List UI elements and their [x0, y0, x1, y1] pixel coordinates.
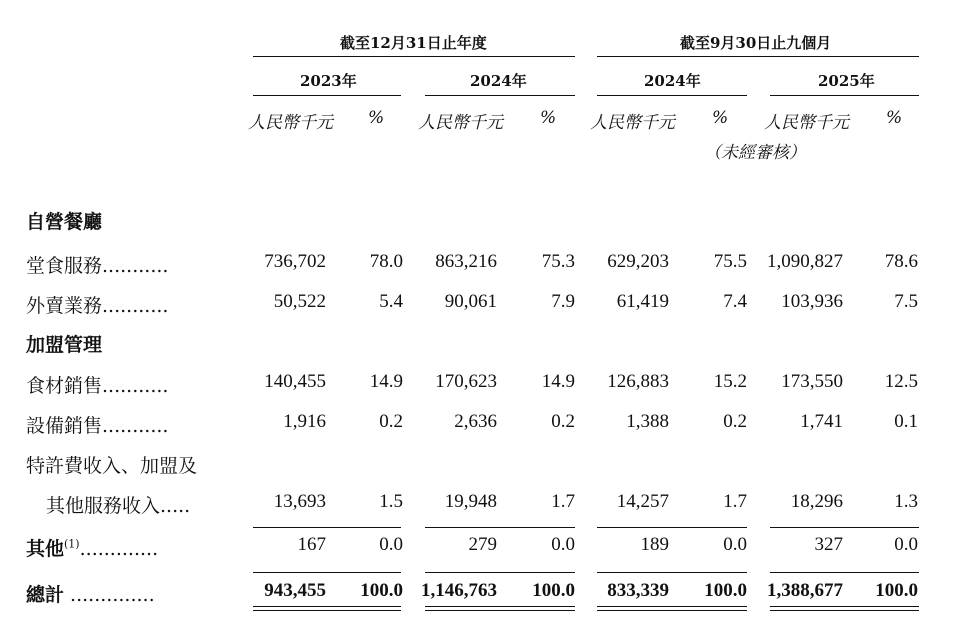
cell-delivery-0: 50,522 [273, 291, 326, 312]
subtotal-line-3 [597, 527, 747, 528]
cell-equipment-4: 1,388 [626, 411, 669, 432]
cell-total-6: 1,388,677 [767, 580, 843, 601]
cell-others-0: 167 [297, 534, 326, 555]
cell-ingredients-4: 126,883 [607, 371, 669, 392]
total-top-line-2 [425, 572, 575, 573]
total-double-3b [597, 610, 747, 611]
cell-equipment-6: 1,741 [800, 411, 843, 432]
cell-others-7: 0.0 [894, 534, 918, 555]
year-2023: 2023年 [300, 72, 357, 90]
cell-equipment-3: 0.2 [551, 411, 575, 432]
cell-delivery-1: 5.4 [379, 291, 403, 312]
year-2025-nine-underline [770, 95, 919, 96]
cell-total-0: 943,455 [264, 580, 326, 601]
cell-ingredients-6: 173,550 [781, 371, 843, 392]
unit-rmb-2: 人民幣千元 [418, 113, 503, 133]
cell-delivery-5: 7.4 [723, 291, 747, 312]
cell-others-6: 327 [814, 534, 843, 555]
cell-ingredients-7: 12.5 [884, 371, 918, 392]
unit-pct-2: % [540, 108, 557, 128]
cell-delivery-2: 90,061 [444, 291, 497, 312]
year-2024-nine: 2024年 [644, 72, 701, 90]
cell-others-5: 0.0 [723, 534, 747, 555]
total-double-1b [253, 610, 401, 611]
cell-total-2: 1,146,763 [421, 580, 497, 601]
unit-pct-1: % [368, 108, 385, 128]
cell-delivery-6: 103,936 [781, 291, 843, 312]
row-label-delivery: 外賣業務........... [26, 295, 169, 317]
cell-franchise-fee-0: 13,693 [273, 491, 326, 512]
period-nine-underline [597, 56, 919, 57]
total-top-line-1 [253, 572, 401, 573]
subtotal-line-2 [425, 527, 575, 528]
cell-equipment-7: 0.1 [894, 411, 918, 432]
cell-dine-in-4: 629,203 [607, 251, 669, 272]
cell-others-3: 0.0 [551, 534, 575, 555]
cell-total-4: 833,339 [607, 580, 669, 601]
cell-dine-in-7: 78.6 [884, 251, 918, 272]
cell-equipment-1: 0.2 [379, 411, 403, 432]
unit-rmb-1: 人民幣千元 [248, 113, 333, 133]
row-label-total: 總計 .............. [26, 584, 155, 606]
cell-franchise-fee-6: 18,296 [790, 491, 843, 512]
cell-equipment-5: 0.2 [723, 411, 747, 432]
cell-franchise-fee-5: 1.7 [723, 491, 747, 512]
year-2024-nine-underline [597, 95, 747, 96]
row-label-other-services: 其他服務收入..... [46, 495, 191, 517]
cell-others-2: 279 [468, 534, 497, 555]
year-2023-underline [253, 95, 401, 96]
row-label-others: 其他$^{(1)}$............. [26, 537, 159, 560]
year-2025-nine: 2025年 [818, 72, 875, 90]
row-label-dine-in: 堂食服務........... [26, 255, 169, 277]
cell-delivery-7: 7.5 [894, 291, 918, 312]
cell-franchise-fee-1: 1.5 [379, 491, 403, 512]
total-double-2a [425, 606, 575, 607]
total-top-line-4 [770, 572, 919, 573]
year-2024: 2024年 [470, 72, 527, 90]
cell-franchise-fee-3: 1.7 [551, 491, 575, 512]
cell-equipment-2: 2,636 [454, 411, 497, 432]
total-double-2b [425, 610, 575, 611]
unit-rmb-3: 人民幣千元 [590, 113, 675, 133]
section-self-operated: 自營餐廳 [26, 211, 103, 233]
cell-others-1: 0.0 [379, 534, 403, 555]
period-nine-months-header: 截至9月30日止九個月 [680, 34, 832, 52]
unit-pct-3: % [712, 108, 729, 128]
total-double-4b [770, 610, 919, 611]
cell-ingredients-3: 14.9 [541, 371, 575, 392]
unit-rmb-4: 人民幣千元 [764, 113, 849, 133]
cell-franchise-fee-4: 14,257 [616, 491, 669, 512]
total-top-line-3 [597, 572, 747, 573]
total-double-3a [597, 606, 747, 607]
cell-delivery-4: 61,419 [616, 291, 669, 312]
cell-total-5: 100.0 [704, 580, 747, 601]
cell-equipment-0: 1,916 [283, 411, 326, 432]
cell-dine-in-1: 78.0 [369, 251, 403, 272]
row-label-franchise-fee: 特許費收入、加盟及 [26, 455, 198, 477]
year-2024-underline [425, 95, 575, 96]
cell-ingredients-2: 170,623 [435, 371, 497, 392]
total-double-1a [253, 606, 401, 607]
unaudited-note: （未經審核） [704, 143, 806, 163]
total-double-4a [770, 606, 919, 607]
section-franchise: 加盟管理 [26, 334, 103, 356]
cell-dine-in-5: 75.5 [713, 251, 747, 272]
subtotal-line-1 [253, 527, 401, 528]
cell-total-3: 100.0 [532, 580, 575, 601]
cell-total-1: 100.0 [360, 580, 403, 601]
cell-ingredients-5: 15.2 [713, 371, 747, 392]
cell-dine-in-6: 1,090,827 [767, 251, 843, 272]
cell-dine-in-3: 75.3 [541, 251, 575, 272]
period-year-header: 截至12月31日止年度 [340, 34, 487, 52]
period-year-underline [253, 56, 575, 57]
subtotal-line-4 [770, 527, 919, 528]
cell-dine-in-2: 863,216 [435, 251, 497, 272]
cell-others-4: 189 [640, 534, 669, 555]
cell-franchise-fee-2: 19,948 [444, 491, 497, 512]
cell-ingredients-1: 14.9 [369, 371, 403, 392]
unit-pct-4: % [886, 108, 903, 128]
cell-franchise-fee-7: 1.3 [894, 491, 918, 512]
cell-total-7: 100.0 [875, 580, 918, 601]
cell-delivery-3: 7.9 [551, 291, 575, 312]
cell-ingredients-0: 140,455 [264, 371, 326, 392]
row-label-equipment: 設備銷售........... [26, 415, 169, 437]
cell-dine-in-0: 736,702 [264, 251, 326, 272]
row-label-ingredients: 食材銷售........... [26, 375, 169, 397]
